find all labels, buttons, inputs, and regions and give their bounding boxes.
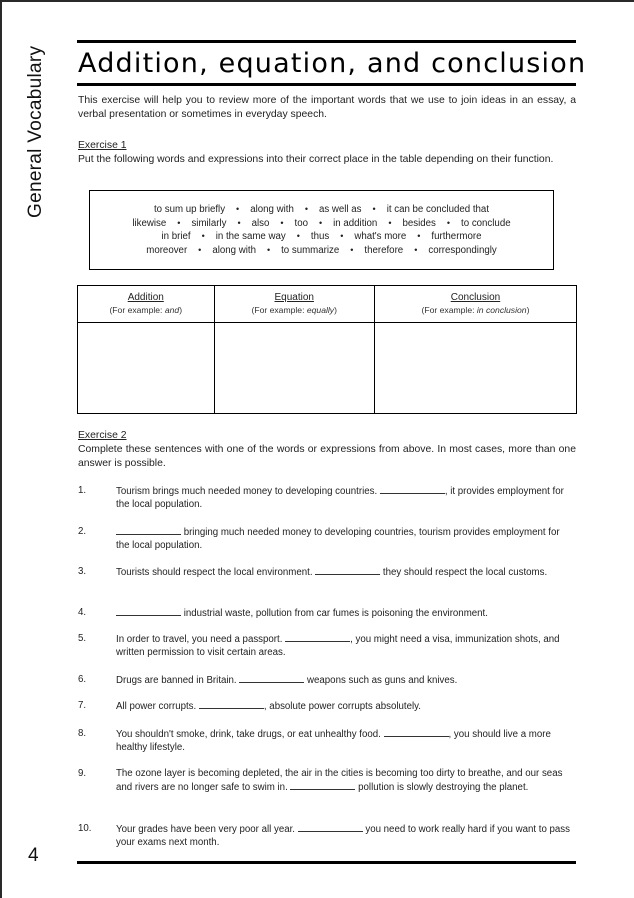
- exercise2-heading: Exercise 2: [78, 430, 127, 441]
- bullet-icon: •: [446, 217, 451, 228]
- bullet-icon: •: [372, 204, 376, 214]
- word-bank-item: to conclude: [461, 217, 511, 229]
- word-bank-item: as well as: [318, 204, 362, 215]
- question-number: 6.: [78, 674, 87, 685]
- word-bank-item: likewise: [132, 217, 167, 229]
- word-bank-item: in addition: [333, 217, 378, 229]
- question-text: In order to travel, you need a passport. , you might need a visa, immunization shots, and written permission to visit certain areas.: [116, 634, 560, 658]
- word-bank-item: to summarize: [281, 244, 340, 256]
- question-text: bringing much needed money to developing countries, tourism provides employment for the local population.: [116, 527, 560, 551]
- question-number: 8.: [78, 728, 87, 739]
- category-table-header-row: [78, 286, 577, 323]
- page-top-border: [0, 0, 634, 2]
- exercise2-instructions: Complete these sentences with one of the words or expressions from above. In most cases, more than one answer is possible.: [78, 444, 576, 469]
- bullet-icon: •: [280, 217, 284, 228]
- bullet-icon: •: [304, 204, 308, 214]
- word-bank-item: to sum up briefly: [153, 204, 226, 215]
- answer-blank[interactable]: [199, 699, 264, 709]
- question-item: [78, 565, 578, 579]
- word-bank-item: furthermore: [431, 231, 482, 242]
- word-bank-item: similarly: [191, 217, 227, 229]
- question-number: 1.: [78, 485, 87, 496]
- word-bank-item: in brief: [161, 231, 191, 242]
- question-number: 4.: [78, 607, 87, 618]
- bullet-icon: •: [417, 231, 421, 241]
- answer-blank[interactable]: [298, 822, 363, 832]
- word-bank-item: therefore: [364, 244, 404, 256]
- bullet-icon: •: [201, 231, 205, 241]
- question-text: You shouldn't smoke, drink, take drugs, or eat unhealthy food. , you should live a more healthy lifestyle.: [116, 729, 551, 753]
- word-bank-item: besides: [402, 217, 436, 229]
- category-table: [77, 285, 577, 414]
- title-rule-top: [77, 40, 576, 43]
- question-item: [78, 767, 578, 794]
- word-bank-item: also: [251, 217, 270, 229]
- page-number: 4: [28, 845, 39, 866]
- column-example: (For example: in conclusion): [421, 305, 530, 315]
- exercise1-block: [78, 139, 576, 167]
- answer-blank[interactable]: [384, 727, 449, 737]
- question-number: 3.: [78, 566, 87, 577]
- answer-cell-addition[interactable]: [78, 323, 215, 414]
- bullet-icon: •: [296, 231, 300, 241]
- word-bank-item: moreover: [146, 244, 188, 256]
- bullet-icon: •: [237, 217, 241, 228]
- title-rule-bottom: [77, 83, 576, 86]
- bullet-icon: •: [198, 244, 202, 255]
- word-bank-item: thus: [310, 231, 330, 242]
- question-text: The ozone layer is becoming depleted, the air in the cities is becoming too dirty to breathe, and our seas and rivers are no longer safe to swim in. pollution is slowly destroying the planet.: [116, 768, 563, 793]
- question-text: Tourists should respect the local environment. they should respect the local customs.: [116, 567, 548, 578]
- category-table-answer-row: [78, 323, 577, 414]
- word-bank-item: along with: [250, 204, 294, 215]
- question-number: 9.: [78, 768, 87, 779]
- word-bank-item: what's more: [354, 231, 407, 242]
- word-bank-box: [89, 190, 554, 270]
- question-text: Drugs are banned in Britain. weapons such as guns and knives.: [116, 675, 458, 686]
- answer-cell-equation[interactable]: [214, 323, 374, 414]
- page-left-border: [0, 0, 2, 898]
- question-item: [78, 632, 578, 659]
- page-title: Addition, equation, and conclusion: [78, 48, 587, 79]
- exercise1-heading: Exercise 1: [78, 140, 127, 151]
- question-item: [78, 822, 578, 849]
- bullet-icon: •: [236, 204, 240, 214]
- question-text: Your grades have been very poor all year. you need to work really hard if you want to pass your exams next month.: [116, 824, 570, 848]
- bullet-icon: •: [350, 244, 354, 255]
- answer-blank[interactable]: [116, 606, 181, 616]
- section-side-label: General Vocabulary: [25, 45, 46, 218]
- intro-paragraph: This exercise will help you to review more of the important words that we use to join ideas in an essay, a verbal presentation or sometimes in everyday speech.: [78, 95, 576, 120]
- question-number: 5.: [78, 633, 87, 644]
- bullet-icon: •: [340, 231, 344, 241]
- question-number: 2.: [78, 526, 87, 537]
- bullet-icon: •: [319, 217, 323, 228]
- word-bank-item: too: [294, 217, 308, 229]
- question-item: [78, 525, 578, 552]
- word-bank-item: in the same way: [215, 231, 286, 242]
- word-bank-line: [90, 230, 553, 244]
- word-bank-line: [90, 244, 553, 258]
- answer-blank[interactable]: [116, 525, 181, 535]
- question-number: 10.: [78, 823, 92, 834]
- word-bank-item: it can be concluded that: [386, 204, 490, 215]
- word-bank-item: along with: [212, 244, 256, 256]
- bullet-icon: •: [266, 244, 271, 255]
- question-item: [78, 673, 578, 687]
- bullet-icon: •: [414, 244, 418, 255]
- column-title: Conclusion: [450, 292, 501, 303]
- question-text: All power corrupts. , absolute power corrupts absolutely.: [116, 701, 421, 712]
- question-text: Tourism brings much needed money to developing countries. , it provides employment for the local population.: [116, 486, 564, 510]
- column-title: Addition: [127, 292, 164, 303]
- question-number: 7.: [78, 700, 87, 711]
- question-item: [78, 727, 578, 754]
- column-header-conclusion: [374, 286, 576, 323]
- column-header-equation: [214, 286, 374, 323]
- exercise1-instructions: Put the following words and expressions into their correct place in the table depending on their function.: [78, 154, 554, 165]
- answer-blank[interactable]: [285, 632, 350, 642]
- column-title: Equation: [274, 292, 314, 303]
- column-header-addition: [78, 286, 215, 323]
- answer-blank[interactable]: [239, 673, 304, 683]
- word-bank-lines: [90, 191, 553, 257]
- word-bank-line: [90, 203, 553, 217]
- question-item: [78, 606, 578, 620]
- question-item: [78, 699, 578, 713]
- question-text: industrial waste, pollution from car fumes is poisoning the environment.: [116, 606, 571, 620]
- footer-rule: [77, 861, 576, 864]
- answer-blank[interactable]: [290, 780, 355, 790]
- answer-blank[interactable]: [380, 484, 445, 494]
- column-example: (For example: equally): [251, 305, 337, 315]
- bullet-icon: •: [177, 217, 181, 228]
- word-bank-line: [90, 217, 553, 231]
- exercise2-block: [78, 429, 576, 471]
- answer-cell-conclusion[interactable]: [374, 323, 576, 414]
- question-item: [78, 484, 578, 511]
- column-example: (For example: and): [109, 305, 183, 315]
- answer-blank[interactable]: [315, 565, 380, 575]
- bullet-icon: •: [388, 217, 392, 228]
- word-bank-item: correspondingly: [428, 244, 497, 256]
